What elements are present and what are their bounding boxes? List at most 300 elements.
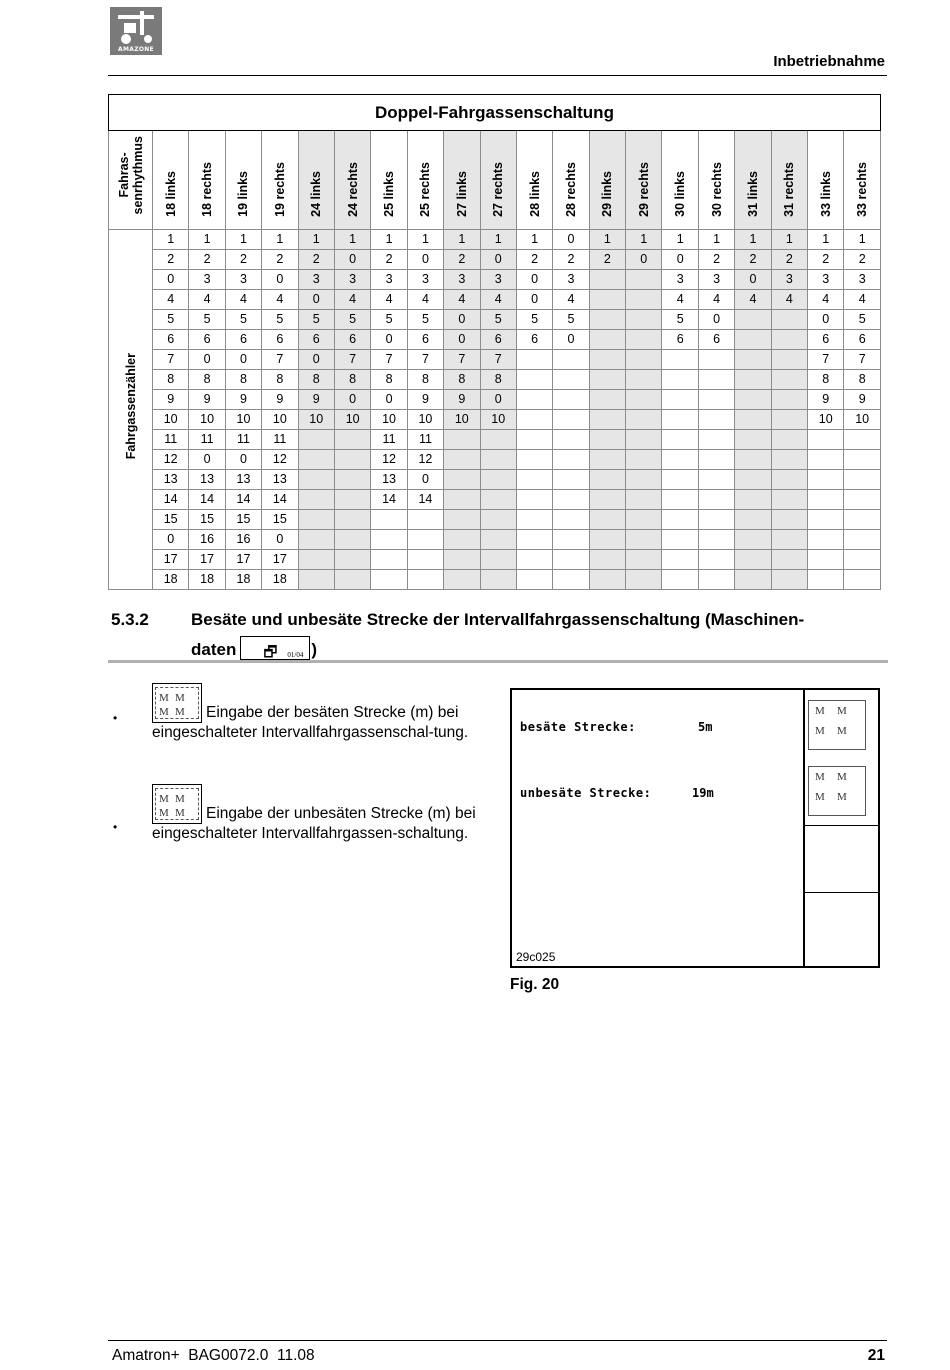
table-cell [808,550,844,570]
table-cell [735,410,771,430]
table-cell [808,450,844,470]
table-cell: 0 [626,250,662,270]
table-row [109,530,881,550]
table-cell: 0 [662,250,698,270]
table-cell: 7 [808,350,844,370]
table-cell: 2 [553,250,589,270]
table-cell: 3 [662,270,698,290]
table-cell: 6 [189,330,225,350]
table-cell: 2 [189,250,225,270]
table-row [109,450,881,470]
column-header: 18 links [153,131,189,230]
table-cell: 17 [262,550,298,570]
table-cell [735,350,771,370]
table-cell [844,530,881,550]
table-cell [735,550,771,570]
table-row [109,350,881,370]
table-cell [516,510,552,530]
table-cell [334,570,370,590]
table-cell: 8 [189,370,225,390]
page-number: 21 [867,1347,885,1364]
table-cell: 0 [516,270,552,290]
column-header: 28 links [516,131,552,230]
pages-icon: 🗗 [263,643,278,661]
table-cell: 8 [298,370,334,390]
table-cell [735,570,771,590]
section-title-suffix: ) [311,640,318,659]
table-cell [589,450,625,470]
bullet-item-sown-distance [152,683,492,743]
table-cell: 13 [371,470,407,490]
table-cell: 0 [334,250,370,270]
table-cell [516,350,552,370]
column-header: 18 rechts [189,131,225,230]
table-cell: 2 [589,250,625,270]
table-cell: 1 [771,230,807,250]
table-cell: 2 [262,250,298,270]
table-cell [698,390,734,410]
table-cell [626,430,662,450]
table-cell: 18 [189,570,225,590]
table-cell: 10 [371,410,407,430]
table-cell: 4 [189,290,225,310]
unsown-distance-value: 19m [692,786,714,800]
table-cell [298,510,334,530]
table-cell: 10 [480,410,516,430]
table-cell: 10 [808,410,844,430]
table-cell [626,410,662,430]
table-cell: 18 [225,570,261,590]
table-cell: 7 [153,350,189,370]
table-cell [298,470,334,490]
table-cell [771,550,807,570]
table-cell: 4 [662,290,698,310]
table-cell [626,270,662,290]
table-cell: 1 [626,230,662,250]
table-cell [371,510,407,530]
table-cell: 0 [516,290,552,310]
table-cell: 0 [298,290,334,310]
table-cell [698,450,734,470]
table-cell: 1 [407,230,443,250]
table-cell: 1 [808,230,844,250]
table-row [109,290,881,310]
table-cell [626,390,662,410]
table-cell [698,550,734,570]
table-cell: 14 [225,490,261,510]
table-cell: 8 [407,370,443,390]
table-cell: 6 [516,330,552,350]
terminal-screen [510,688,880,968]
table-cell [480,430,516,450]
table-cell [516,410,552,430]
table-cell: 9 [844,390,881,410]
table-cell [698,470,734,490]
column-header: 31 links [735,131,771,230]
table-cell: 10 [189,410,225,430]
table-row [109,390,881,410]
table-cell [771,570,807,590]
column-header: 30 rechts [698,131,734,230]
table-cell: 7 [844,350,881,370]
table-cell [662,430,698,450]
table-cell: 7 [407,350,443,370]
table-cell: 2 [371,250,407,270]
table-cell [771,470,807,490]
table-cell [698,410,734,430]
table-cell [334,450,370,470]
table-cell: 11 [189,430,225,450]
table-cell: 5 [480,310,516,330]
table-cell [553,470,589,490]
softkey-divider [803,690,805,966]
table-cell: 2 [698,250,734,270]
table-cell [516,530,552,550]
column-header: 25 rechts [407,131,443,230]
table-cell [444,510,480,530]
table-cell [771,530,807,550]
table-cell: 4 [371,290,407,310]
table-cell: 1 [589,230,625,250]
table-cell [626,450,662,470]
table-cell [553,570,589,590]
bullet-text-2: Eingabe der unbesäten Strecke (m) bei eingeschalteter Intervallfahrgassen-schaltung. [152,805,476,842]
table-cell [771,330,807,350]
table-cell: 8 [808,370,844,390]
table-cell: 0 [553,330,589,350]
table-cell [553,510,589,530]
table-cell: 10 [844,410,881,430]
table-cell: 5 [553,310,589,330]
column-header: 30 links [662,131,698,230]
table-cell: 0 [444,310,480,330]
table-cell: 1 [698,230,734,250]
row-header-rhythm: Fahras- senrhythmus [109,131,153,230]
table-row [109,410,881,430]
table-cell: 12 [153,450,189,470]
table-cell: 6 [262,330,298,350]
table-cell [735,310,771,330]
table-cell [735,390,771,410]
table-cell: 8 [371,370,407,390]
table-cell [662,390,698,410]
table-cell: 1 [225,230,261,250]
table-cell: 12 [262,450,298,470]
table-cell: 8 [153,370,189,390]
table-cell: 11 [371,430,407,450]
table-cell: 5 [189,310,225,330]
table-cell [444,470,480,490]
table-cell [553,410,589,430]
table-cell [662,350,698,370]
table-cell: 9 [407,390,443,410]
table-cell [844,470,881,490]
table-cell: 3 [771,270,807,290]
table-cell [662,470,698,490]
table-cell [516,550,552,570]
table-cell: 15 [153,510,189,530]
table-cell [808,490,844,510]
table-cell: 2 [735,250,771,270]
column-header: 19 links [225,131,261,230]
table-cell [808,430,844,450]
table-cell: 3 [371,270,407,290]
table-cell [589,570,625,590]
table-cell: 3 [844,270,881,290]
bullet-text-1: Eingabe der besäten Strecke (m) bei eingeschalteter Intervallfahrgassenschal-tung. [152,704,469,741]
table-cell: 8 [844,370,881,390]
table-cell [808,570,844,590]
table-cell: 0 [808,310,844,330]
table-cell [626,470,662,490]
table-cell: 8 [262,370,298,390]
table-row [109,230,881,250]
table-cell: 9 [262,390,298,410]
table-cell [480,450,516,470]
table-cell [589,310,625,330]
table-cell: 3 [553,270,589,290]
table-cell: 13 [189,470,225,490]
table-cell: 6 [407,330,443,350]
table-cell [480,530,516,550]
table-cell [480,550,516,570]
table-cell [553,390,589,410]
table-cell [698,490,734,510]
table-cell [662,370,698,390]
table-cell: 12 [407,450,443,470]
table-cell: 1 [480,230,516,250]
table-cell [771,410,807,430]
table-cell [298,550,334,570]
table-cell: 7 [371,350,407,370]
table-cell: 0 [444,330,480,350]
table-cell [844,490,881,510]
table-cell [662,510,698,530]
table-cell [771,350,807,370]
table-cell: 9 [298,390,334,410]
section-divider [108,660,888,663]
table-cell [844,550,881,570]
sown-distance-value: 5m [698,720,713,734]
table-cell [371,570,407,590]
table-cell: 15 [225,510,261,530]
table-row [109,250,881,270]
table-cell: 2 [516,250,552,270]
section-title-line1: Besäte und unbesäte Strecke der Intervallfahrgassenschaltung (Maschinen- [191,610,805,629]
table-cell [407,510,443,530]
table-cell: 3 [808,270,844,290]
table-cell: 2 [225,250,261,270]
table-cell: 7 [480,350,516,370]
table-cell: 0 [334,390,370,410]
sown-distance-softkey[interactable]: M M M M [808,700,866,750]
table-cell [626,570,662,590]
table-cell [589,410,625,430]
table-cell [698,570,734,590]
table-cell [662,450,698,470]
table-cell: 17 [189,550,225,570]
table-row [109,570,881,590]
table-cell [626,370,662,390]
table-cell [334,430,370,450]
table-cell: 9 [808,390,844,410]
column-header: 27 rechts [480,131,516,230]
table-cell: 6 [808,330,844,350]
table-cell: 6 [334,330,370,350]
table-cell [334,530,370,550]
table-cell: 8 [334,370,370,390]
table-cell [589,290,625,310]
table-cell: 14 [153,490,189,510]
footer-document-id: Amatron+ BAG0072.0 11.08 [112,1347,315,1364]
table-cell [589,510,625,530]
table-cell [735,370,771,390]
table-cell: 9 [153,390,189,410]
table-cell: 1 [516,230,552,250]
table-cell: 6 [698,330,734,350]
column-header: 24 rechts [334,131,370,230]
table-cell: 4 [444,290,480,310]
table-cell: 2 [153,250,189,270]
table-cell [407,530,443,550]
table-cell [808,510,844,530]
table-cell: 5 [153,310,189,330]
table-cell [480,510,516,530]
table-cell: 11 [407,430,443,450]
table-cell: 14 [371,490,407,510]
table-row [109,550,881,570]
table-cell [735,330,771,350]
column-header: 25 links [371,131,407,230]
sown-distance-label: besäte Strecke: [520,720,636,734]
table-cell: 13 [262,470,298,490]
table-cell [698,510,734,530]
table-cell: 13 [153,470,189,490]
header-section-title: Inbetriebnahme [773,53,885,70]
table-cell [771,370,807,390]
table-cell: 4 [808,290,844,310]
table-cell [808,470,844,490]
table-cell: 0 [298,350,334,370]
table-cell [516,450,552,470]
table-cell: 4 [480,290,516,310]
tractor-logo-icon [110,7,162,47]
table-cell: 1 [189,230,225,250]
footer-divider [108,1340,887,1341]
table-cell: 7 [334,350,370,370]
table-cell [735,430,771,450]
table-cell [844,570,881,590]
table-cell [844,510,881,530]
table-cell: 18 [153,570,189,590]
column-header: 29 rechts [626,131,662,230]
table-cell: 13 [225,470,261,490]
table-cell: 2 [844,250,881,270]
table-row [109,490,881,510]
table-cell: 2 [771,250,807,270]
machine-data-menu-key [240,636,310,660]
table-cell: 3 [407,270,443,290]
table-cell: 0 [553,230,589,250]
table-cell [553,530,589,550]
table-cell: 6 [153,330,189,350]
table-cell [844,430,881,450]
table-cell: 4 [844,290,881,310]
table-cell: 0 [371,330,407,350]
table-cell: 10 [298,410,334,430]
table-cell: 5 [298,310,334,330]
table-cell [553,370,589,390]
table-cell [444,570,480,590]
table-cell: 1 [662,230,698,250]
table-cell [844,450,881,470]
table-cell: 5 [407,310,443,330]
table-cell: 10 [444,410,480,430]
table-cell [662,550,698,570]
table-cell [698,350,734,370]
column-header: 24 links [298,131,334,230]
table-cell: 10 [407,410,443,430]
table-cell [589,550,625,570]
bullet-marker: • [113,711,118,725]
table-cell [480,570,516,590]
table-cell [334,490,370,510]
column-header: 29 links [589,131,625,230]
table-title: Doppel-Fahrgassenschaltung [109,95,881,131]
table-cell: 0 [189,350,225,370]
table-cell: 9 [189,390,225,410]
table-cell [662,410,698,430]
table-cell [516,570,552,590]
table-cell: 8 [225,370,261,390]
table-cell: 0 [698,310,734,330]
table-cell: 3 [334,270,370,290]
column-header: 31 rechts [771,131,807,230]
table-cell: 12 [371,450,407,470]
table-cell: 3 [225,270,261,290]
figure-caption: Fig. 20 [510,976,560,993]
table-cell [735,470,771,490]
unsown-distance-softkey[interactable]: M M M M [808,766,866,816]
table-cell: 10 [225,410,261,430]
table-cell [589,390,625,410]
table-cell: 1 [371,230,407,250]
unsown-distance-key-icon: M M M M [152,784,202,824]
table-cell [444,530,480,550]
table-cell: 5 [662,310,698,330]
table-cell: 0 [407,250,443,270]
table-cell: 11 [262,430,298,450]
softkey-separator [805,892,878,893]
table-cell: 4 [334,290,370,310]
table-cell: 5 [844,310,881,330]
image-code: 29c025 [516,950,556,964]
table-cell [589,490,625,510]
table-cell: 2 [444,250,480,270]
table-cell: 8 [444,370,480,390]
table-cell: 3 [480,270,516,290]
table-cell: 1 [444,230,480,250]
table-cell: 6 [662,330,698,350]
table-cell: 0 [225,350,261,370]
table-cell: 6 [480,330,516,350]
table-cell: 11 [225,430,261,450]
table-cell [298,530,334,550]
table-cell: 7 [444,350,480,370]
table-cell: 14 [407,490,443,510]
table-row [109,430,881,450]
table-cell [444,550,480,570]
